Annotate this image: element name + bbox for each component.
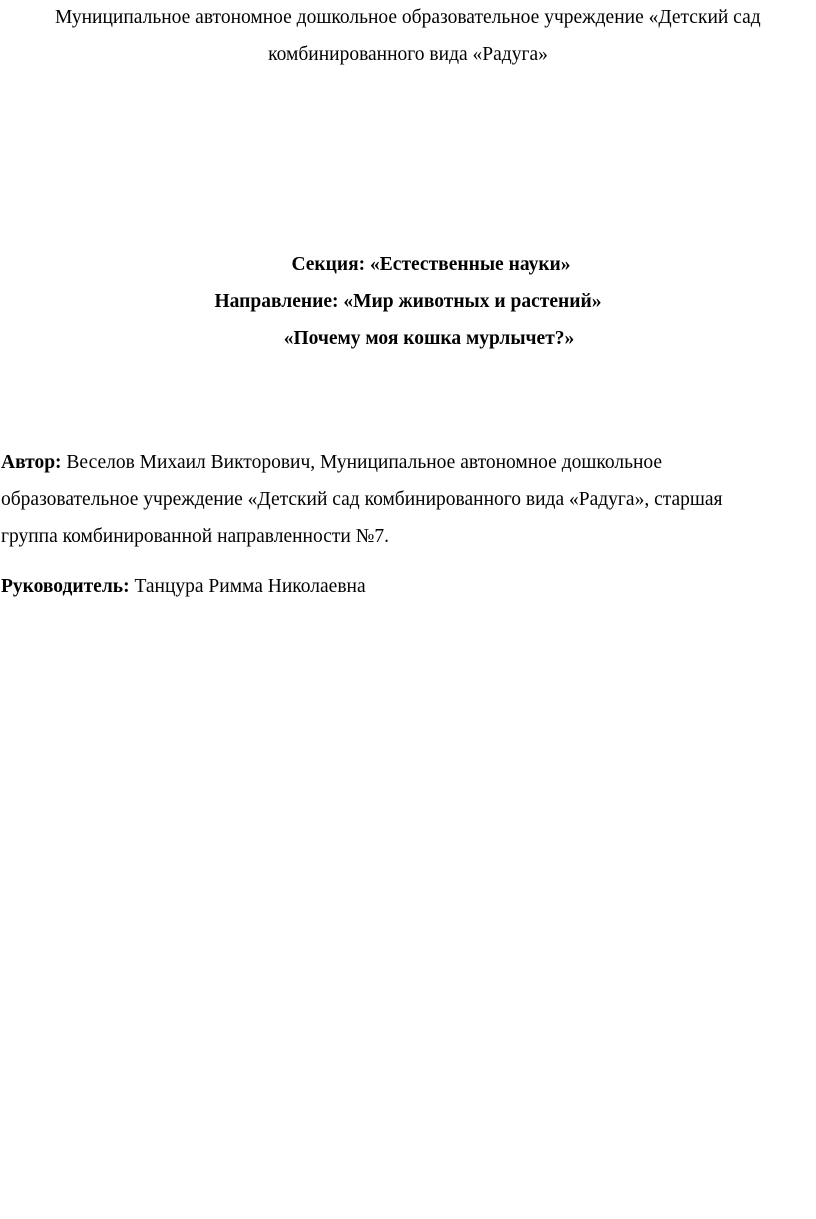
- direction-title: Направление: «Мир животных и растений»: [214, 291, 602, 312]
- author-line-1: [1, 444, 816, 481]
- institution-line-2: комбинированного вида «Радуга»: [268, 44, 548, 65]
- section-title: Секция: «Естественные науки»: [291, 254, 571, 275]
- author-line-2: образовательное учреждение «Детский сад комбинированного вида «Радуга», старшая: [1, 489, 723, 510]
- topic-title: «Почему моя кошка мурлычет?»: [283, 328, 575, 349]
- title-block: [0, 246, 816, 357]
- author-text-1: Веселов Михаил Викторович, Муниципальное автономное дошкольное: [66, 452, 663, 473]
- author-line-3: группа комбинированной направленности №7.: [1, 526, 389, 547]
- institution-line-1: Муниципальное автономное дошкольное образовательное учреждение «Детский сад: [55, 7, 761, 28]
- author-label: Автор:: [1, 452, 62, 473]
- leader-name: Танцура Римма Николаевна: [134, 576, 366, 597]
- leader-paragraph: [1, 568, 816, 605]
- author-paragraph: [1, 444, 816, 555]
- leader-label: Руководитель:: [1, 576, 130, 597]
